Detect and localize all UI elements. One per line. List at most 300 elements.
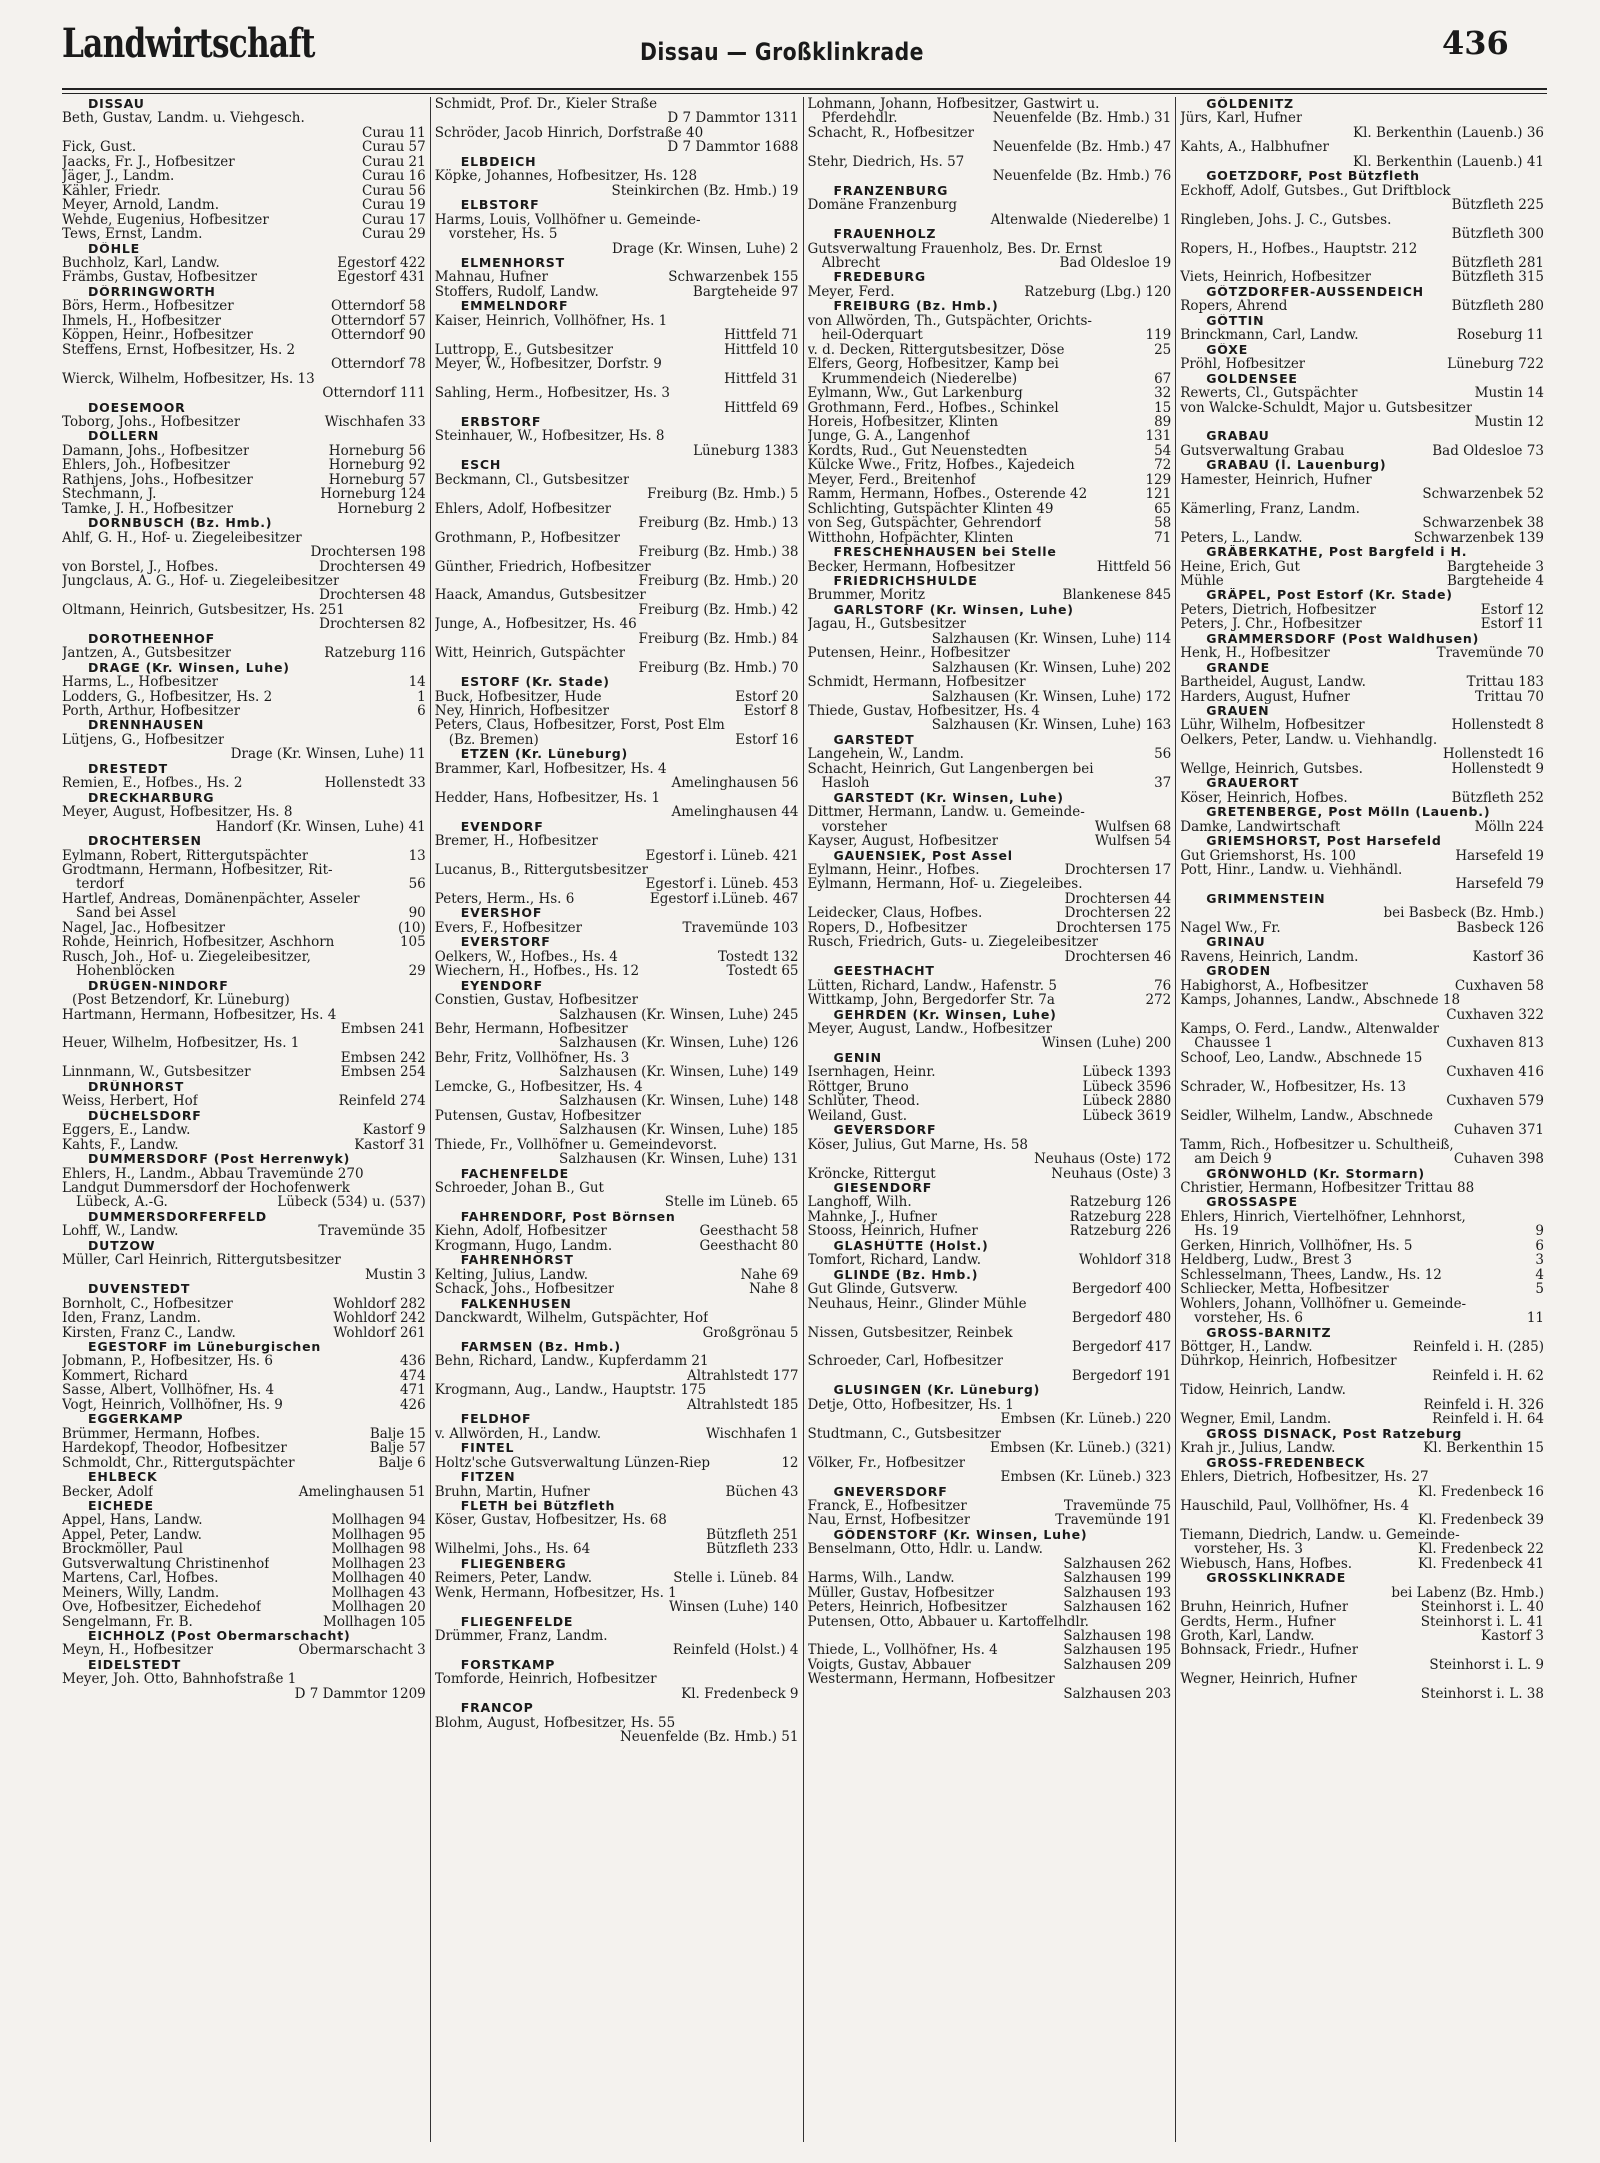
entry-phone: Travemünde 70 — [1436, 646, 1544, 661]
entry-line — [1180, 1008, 1544, 1022]
entry-line — [435, 1427, 799, 1441]
place-heading: FITZEN — [460, 1470, 516, 1485]
entry-line — [808, 1615, 1172, 1629]
entry-text: Ropers, H., Hofbes., Hauptstr. 212 — [1180, 241, 1418, 256]
entry-text: Rathjens, Johs., Hofbesitzer — [62, 472, 253, 488]
place-heading: DUVENSTEDT — [88, 1282, 191, 1297]
place-heading: DRECKHARBURG — [88, 790, 215, 805]
entry-text: v. d. Decken, Rittergutsbesitzer, Döse — [807, 342, 1065, 358]
entry-line — [808, 1152, 1172, 1166]
entry-text: Ramm, Hermann, Hofbes., Osterende 42 — [807, 487, 1088, 502]
entry-phone: Altrahlstedt 177 — [687, 1368, 799, 1384]
entry-phone: Embsen (Kr. Lüneb.) (321) — [990, 1441, 1172, 1456]
entry-line — [808, 1571, 1172, 1585]
entry-line — [1180, 184, 1544, 198]
entry-line — [62, 1326, 426, 1340]
entry-line — [808, 560, 1172, 574]
entry-text: Ravens, Heinrich, Landm. — [1180, 949, 1359, 965]
entry-phone: Drochtersen 17 — [1064, 863, 1172, 878]
entry-text: Toborg, Johs., Hofbesitzer — [62, 414, 241, 430]
entry-line — [1180, 1470, 1544, 1484]
entry-line — [808, 314, 1172, 328]
entry-line — [435, 863, 799, 877]
entry-text: Detje, Otto, Hofbesitzer, Hs. 1 — [807, 1397, 1014, 1413]
entry-phone: Travemünde 35 — [318, 1224, 426, 1239]
entry-line — [62, 1615, 426, 1629]
entry-line — [1180, 270, 1544, 284]
entry-text: Appel, Hans, Landw. — [62, 1513, 203, 1528]
entry-text: von Walcke-Schuldt, Major u. Gutsbesitzer — [1180, 400, 1473, 415]
entry-text: Meyer, August, Landw., Hofbesitzer — [807, 1022, 1053, 1037]
entry-line — [62, 531, 426, 545]
entry-line — [62, 1528, 426, 1542]
entry-text: Sasse, Albert, Vollhöfner, Hs. 4 — [62, 1383, 275, 1398]
entry-text: von Allwörden, Th., Gutspächter, Örichts- — [807, 313, 1092, 329]
entry-phone: Hittfeld 10 — [724, 342, 799, 358]
entry-line — [62, 1369, 426, 1383]
entry-line — [62, 1167, 426, 1181]
place-heading: FREDEBURG — [833, 270, 926, 285]
entry-phone: Estorf 12 — [1480, 602, 1544, 618]
entry-line — [1180, 646, 1544, 660]
entry-line — [435, 791, 799, 805]
entry-line — [808, 1210, 1172, 1224]
entry-line — [1180, 1152, 1544, 1166]
entry-line — [62, 1065, 426, 1079]
entry-line — [808, 386, 1172, 400]
entry-phone: Curau 11 — [362, 125, 426, 141]
entry-line — [1180, 140, 1544, 154]
entry-text: Iden, Franz, Landm. — [62, 1311, 201, 1326]
place-heading: DOROTHEENHOF — [88, 631, 216, 646]
entry-line — [435, 1224, 799, 1238]
entry-phone: 71 — [1154, 530, 1172, 546]
entry-text: Wellge, Heinrich, Gutsbes. — [1180, 761, 1363, 777]
entry-line — [62, 1643, 426, 1657]
entry-text: Nau, Ernst, Hofbesitzer — [807, 1513, 971, 1528]
entry-line — [435, 1456, 799, 1470]
place-heading: DUMMERSDORFERFELD — [88, 1209, 267, 1224]
entry-text: Chaussee 1 — [1194, 1036, 1273, 1051]
entry-phone: Drochtersen 49 — [319, 559, 426, 574]
entry-phone: Bützfleth 251 — [706, 1527, 799, 1543]
entry-line — [1180, 993, 1544, 1007]
place-heading: GOLDENSEE — [1206, 371, 1298, 386]
entry-phone: Salzhausen 193 — [1063, 1585, 1172, 1601]
entry-line — [435, 1354, 799, 1368]
entry-phone: Mustin 12 — [1474, 414, 1544, 430]
entry-text: Schmoldt, Chr., Rittergutspächter — [62, 1455, 295, 1471]
entry-line — [62, 690, 426, 704]
entry-line — [808, 1036, 1172, 1050]
entry-text: Hartmann, Hermann, Hofbesitzer, Hs. 4 — [62, 1007, 337, 1022]
entry-line — [435, 227, 799, 241]
entry-text: Groth, Karl, Landw. — [1180, 1629, 1315, 1644]
entry-text: (Post Betzendorf, Kr. Lüneburg) — [72, 993, 290, 1008]
entry-line — [435, 603, 799, 617]
entry-phone: Travemünde 103 — [682, 920, 799, 936]
entry-line — [435, 805, 799, 819]
entry-line — [435, 1181, 799, 1195]
entry-text: Holtz'sche Gutsverwaltung Lünzen-Riep — [434, 1455, 711, 1471]
entry-phone: Curau 57 — [362, 140, 426, 155]
entry-phone: Kastorf 36 — [1472, 949, 1544, 965]
entry-line — [1180, 733, 1544, 747]
entry-line — [62, 1224, 426, 1238]
entry-phone: (10) — [398, 920, 426, 936]
entry-line — [1180, 1109, 1544, 1123]
entry-phone: 471 — [399, 1383, 426, 1398]
entry-line — [808, 516, 1172, 530]
entry-text: Kähler, Friedr. — [62, 183, 161, 199]
entry-line — [808, 1109, 1172, 1123]
entry-line — [1180, 1542, 1544, 1556]
entry-line — [62, 617, 426, 631]
entry-line — [1180, 820, 1544, 834]
entry-line — [1180, 155, 1544, 169]
entry-line — [435, 834, 799, 848]
entry-line — [808, 1195, 1172, 1209]
entry-line — [808, 1369, 1172, 1383]
entry-text: Meyer, Joh. Otto, Bahnhofstraße 1 — [62, 1672, 297, 1687]
entry-phone: Salzhausen (Kr. Winsen, Luhe) 114 — [931, 631, 1172, 647]
entry-text: Jäger, J., Landm. — [62, 169, 175, 184]
entry-text: Junge, A., Hofbesitzer, Hs. 46 — [434, 617, 637, 632]
entry-phone: Lübeck (534) u. (537) — [277, 1195, 426, 1210]
entry-phone: Kl. Berkenthin (Lauenb.) 41 — [1353, 154, 1544, 170]
place-heading: DUTZOW — [88, 1238, 156, 1253]
entry-text: Peters, L., Landw. — [1180, 530, 1303, 546]
entry-phone: Bützfleth 233 — [706, 1542, 799, 1557]
entry-phone: Hollenstedt 9 — [1451, 761, 1544, 777]
entry-phone: Drochtersen 44 — [1064, 891, 1172, 907]
entry-line — [435, 690, 799, 704]
place-heading: ETZEN (Kr. Lüneburg) — [460, 747, 629, 762]
entry-phone: Kl. Fredenbeck 16 — [1418, 1484, 1544, 1499]
place-heading: GNEVERSDORF — [833, 1484, 948, 1499]
entry-phone: Schwarzenbek 155 — [668, 270, 799, 285]
place-heading: GLINDE (Bz. Hmb.) — [833, 1267, 979, 1282]
entry-phone: Steinhorst i. L. 41 — [1420, 1614, 1544, 1630]
entry-phone: Amelinghausen 56 — [671, 776, 799, 791]
entry-line — [808, 1412, 1172, 1426]
entry-line — [62, 1051, 426, 1065]
entry-text: Börs, Herm., Hofbesitzer — [62, 299, 234, 314]
entry-phone: Drochtersen 46 — [1064, 949, 1172, 965]
place-heading: GEESTHACHT — [833, 964, 935, 979]
entry-text: Peters, Heinrich, Hofbesitzer — [807, 1600, 1008, 1615]
place-heading: ESCH — [460, 458, 502, 473]
entry-text: Brammer, Karl, Hofbesitzer, Hs. 4 — [434, 761, 667, 777]
entry-phone: D 7 Dammtor 1688 — [667, 140, 799, 155]
entry-line — [808, 198, 1172, 212]
entry-line — [808, 617, 1172, 631]
entry-phone: Bergedorf 400 — [1071, 1282, 1172, 1297]
entry-text: Kamps, Johannes, Landw., Abschnede 18 — [1180, 993, 1461, 1008]
entry-phone: 25 — [1154, 342, 1172, 358]
place-heading: DÖRRINGWORTH — [88, 284, 216, 299]
entry-text: Meyer, Ferd., Breitenhof — [807, 472, 976, 488]
entry-text: Lütjens, G., Hofbesitzer — [62, 732, 225, 748]
entry-line — [808, 1282, 1172, 1296]
entry-phone: 54 — [1154, 443, 1172, 459]
entry-text: Lühr, Wilhelm, Hofbesitzer — [1180, 718, 1365, 733]
page-range-title: Dissau — Großklinkrade — [640, 38, 924, 66]
entry-line — [1180, 502, 1544, 516]
entry-text: Schmidt, Prof. Dr., Kieler Straße — [434, 97, 658, 112]
entry-phone: Estorf 20 — [735, 689, 799, 705]
entry-line — [62, 863, 426, 877]
entry-text: Putensen, Heinr., Hofbesitzer — [807, 646, 1010, 661]
place-heading: FLIEGENBERG — [460, 1556, 567, 1571]
entry-line — [62, 169, 426, 183]
entry-line — [808, 1022, 1172, 1036]
entry-line — [435, 661, 799, 675]
entry-text: Remien, E., Hofbes., Hs. 2 — [62, 776, 243, 791]
entry-phone: Neuenfelde (Bz. Hmb.) 31 — [992, 111, 1172, 126]
entry-text: Beth, Gustav, Landm. u. Viehgesch. — [62, 111, 305, 126]
place-heading: FAHRENDORF, Post Börnsen — [460, 1209, 676, 1224]
entry-line — [1180, 1094, 1544, 1108]
entry-line — [808, 1499, 1172, 1513]
entry-phone: Bad Oldesloe 73 — [1432, 443, 1544, 459]
entry-line — [808, 256, 1172, 270]
entry-phone: Geesthacht 80 — [699, 1238, 799, 1254]
entry-text: Putensen, Otto, Abbauer u. Kartoffelhdlr. — [807, 1614, 1089, 1630]
entry-phone: Embsen (Kr. Lüneb.) 220 — [1000, 1412, 1172, 1427]
entry-line — [1180, 473, 1544, 487]
place-heading: GRINAU — [1206, 935, 1266, 950]
entry-text: vorsteher, Hs. 5 — [448, 227, 558, 242]
entry-line — [1180, 1615, 1544, 1629]
entry-text: Buck, Hofbesitzer, Hude — [434, 689, 602, 705]
entry-phone: 436 — [399, 1354, 426, 1369]
entry-line — [1180, 1297, 1544, 1311]
entry-line — [808, 97, 1172, 111]
entry-text: Müller, Carl Heinrich, Rittergutsbesitzer — [62, 1253, 341, 1268]
place-heading: GÖXE — [1206, 342, 1249, 357]
entry-text: Wohlers, Johann, Vollhöfner u. Gemeinde- — [1180, 1296, 1467, 1312]
entry-line — [62, 372, 426, 386]
entry-line — [1180, 1051, 1544, 1065]
entry-line — [435, 111, 799, 125]
entry-phone: Bergedorf 480 — [1071, 1311, 1172, 1326]
entry-text: Horeis, Hofbesitzer, Klinten — [807, 414, 999, 430]
entry-text: Köser, Heinrich, Hofbes. — [1180, 790, 1348, 806]
place-heading: FLIEGENFELDE — [460, 1614, 574, 1629]
entry-line — [808, 646, 1172, 660]
entry-line — [808, 690, 1172, 704]
entry-phone: Cuxhaven 813 — [1446, 1036, 1544, 1051]
entry-line — [62, 1195, 426, 1209]
entry-line — [1180, 849, 1544, 863]
entry-text: Behn, Richard, Landw., Kupferdamm 21 — [434, 1354, 709, 1369]
entry-phone: Hittfeld 56 — [1096, 559, 1172, 574]
entry-text: Wittkamp, John, Bergedorfer Str. 7a — [807, 993, 1055, 1008]
entry-line — [62, 126, 426, 140]
entry-line — [435, 1571, 799, 1585]
entry-phone: Harsefeld 19 — [1455, 848, 1544, 864]
entry-line — [62, 993, 426, 1007]
entry-line — [808, 372, 1172, 386]
entry-text: Viets, Heinrich, Hofbesitzer — [1180, 270, 1372, 285]
entry-text: Krogmann, Hugo, Landm. — [434, 1238, 613, 1254]
entry-line — [62, 1297, 426, 1311]
entry-line — [435, 877, 799, 891]
entry-phone: Salzhausen (Kr. Winsen, Luhe) 163 — [931, 718, 1172, 733]
entry-phone: 9 — [1535, 1224, 1544, 1239]
place-heading: DRAGE (Kr. Winsen, Luhe) — [88, 660, 290, 675]
entry-text: Brockmöller, Paul — [62, 1542, 183, 1557]
place-heading: ELBDEICH — [460, 154, 537, 169]
entry-phone: Horneburg 2 — [337, 501, 426, 517]
place-heading: GRABAU — [1206, 429, 1270, 444]
entry-phone: 3 — [1535, 1253, 1544, 1268]
entry-line — [62, 1398, 426, 1412]
place-heading: ERBSTORF — [460, 414, 542, 429]
entry-text: Schlüter, Theod. — [807, 1094, 920, 1109]
entry-line — [1180, 574, 1544, 588]
place-heading: DRÜNHORST — [88, 1079, 185, 1094]
entry-phone: 65 — [1154, 501, 1172, 517]
place-heading: GROSS DISNACK, Post Ratzeburg — [1206, 1426, 1463, 1441]
entry-phone: Estorf 8 — [743, 704, 799, 719]
entry-line — [62, 1485, 426, 1499]
entry-text: Kahts, A., Halbhufner — [1180, 140, 1329, 155]
entry-line — [435, 1195, 799, 1209]
place-heading: GEVERSDORF — [833, 1123, 937, 1138]
entry-line — [435, 1687, 799, 1701]
entry-text: Thiede, Fr., Vollhöfner u. Gemeindevorst. — [434, 1137, 718, 1153]
entry-line — [1180, 950, 1544, 964]
entry-phone: Lüneburg 1383 — [693, 443, 799, 459]
place-heading: GENIN — [833, 1050, 882, 1065]
entry-text: Schroeder, Carl, Hofbesitzer — [807, 1354, 1004, 1369]
entry-text: Ehlers, Dietrich, Hofbesitzer, Hs. 27 — [1180, 1470, 1429, 1485]
entry-line — [62, 227, 426, 241]
entry-phone: Curau 29 — [362, 227, 426, 242]
entry-text: Brinckmann, Carl, Landw. — [1180, 328, 1359, 343]
entry-phone: Ratzeburg 228 — [1069, 1209, 1172, 1225]
entry-phone: Lüneburg 722 — [1447, 357, 1544, 372]
entry-phone: Freiburg (Bz. Hmb.) 84 — [638, 631, 799, 647]
entry-text: Habighorst, A., Hofbesitzer — [1180, 978, 1369, 994]
entry-phone: 32 — [1154, 386, 1172, 401]
entry-text: Tomfort, Richard, Landw. — [807, 1253, 982, 1268]
entry-text: Eylmann, Ww., Gut Larkenburg — [807, 386, 1023, 401]
place-heading: GROSSKLINKRADE — [1206, 1571, 1347, 1586]
column-2 — [431, 97, 804, 2142]
place-heading: DÜCHELSDORF — [88, 1108, 202, 1123]
entry-line — [1180, 1224, 1544, 1238]
entry-line — [808, 1138, 1172, 1152]
entry-text: Eggers, E., Landw. — [62, 1123, 191, 1138]
entry-phone: Wischhafen 33 — [324, 414, 426, 430]
entry-phone: Winsen (Luhe) 200 — [1041, 1036, 1172, 1051]
entry-line — [435, 560, 799, 574]
entry-line — [62, 704, 426, 718]
entry-line — [808, 1326, 1172, 1340]
entry-text: Meyer, August, Hofbesitzer, Hs. 8 — [62, 805, 293, 820]
entry-line — [62, 892, 426, 906]
entry-phone: Bützfleth 300 — [1451, 227, 1544, 242]
entry-phone: Schwarzenbek 139 — [1413, 530, 1544, 546]
entry-line — [808, 675, 1172, 689]
entry-text: Bornholt, C., Hofbesitzer — [62, 1296, 233, 1312]
entry-phone: Wohldorf 282 — [333, 1296, 426, 1312]
entry-phone: Reinfeld i. H. (285) — [1413, 1339, 1544, 1355]
entry-line — [808, 834, 1172, 848]
entry-text: Thiede, Gustav, Hofbesitzer, Hs. 4 — [807, 704, 1040, 719]
place-heading: FELDHOF — [460, 1412, 532, 1427]
entry-text: v. Allwörden, H., Landw. — [434, 1426, 602, 1442]
entry-text: Sand bei Assel — [76, 906, 177, 921]
entry-phone: 6 — [1535, 1238, 1544, 1254]
entry-text: Porth, Arthur, Hofbesitzer — [62, 704, 241, 719]
entry-line — [808, 805, 1172, 819]
entry-text: Kelting, Julius, Landw. — [434, 1267, 588, 1283]
entry-phone: Blankenese 845 — [1062, 588, 1172, 603]
entry-text: Jagau, H., Gutsbesitzer — [807, 617, 967, 632]
entry-line — [1180, 762, 1544, 776]
entry-text: Bruhn, Heinrich, Hufner — [1180, 1600, 1349, 1615]
entry-text: Lodders, G., Hofbesitzer, Hs. 2 — [62, 689, 273, 705]
entry-line — [1180, 1600, 1544, 1614]
entry-phone: Altrahlstedt 185 — [687, 1397, 799, 1413]
entry-phone: Wischhafen 1 — [706, 1426, 799, 1442]
entry-text: Bruhn, Martin, Hufner — [434, 1484, 590, 1499]
entry-phone: Trittau 70 — [1475, 689, 1544, 705]
entry-phone: 76 — [1154, 978, 1172, 994]
entry-text: Beckmann, Cl., Gutsbesitzer — [434, 472, 630, 488]
entry-line — [808, 776, 1172, 790]
entry-phone: Salzhausen (Kr. Winsen, Luhe) 172 — [931, 689, 1172, 705]
entry-text: Westermann, Hermann, Hofbesitzer — [807, 1672, 1055, 1687]
entry-phone: 89 — [1154, 414, 1172, 430]
entry-text: Jungclaus, A. G., Hof- u. Ziegeleibesitzer — [62, 573, 340, 589]
entry-text: Ney, Hinrich, Hofbesitzer — [434, 704, 610, 719]
entry-text: Mahnke, J., Hufner — [807, 1209, 938, 1225]
entry-line — [435, 1528, 799, 1542]
entry-phone: Hollenstedt 8 — [1451, 718, 1544, 733]
entry-phone: Obermarschacht 3 — [298, 1643, 426, 1658]
entry-phone: Freiburg (Bz. Hmb.) 20 — [638, 573, 799, 589]
entry-line — [808, 1557, 1172, 1571]
entry-line — [808, 1297, 1172, 1311]
place-heading: EHLBECK — [88, 1470, 158, 1485]
entry-phone: 29 — [408, 964, 426, 979]
entry-phone: Neuenfelde (Bz. Hmb.) 51 — [619, 1730, 799, 1745]
entry-phone: Salzhausen 198 — [1063, 1629, 1172, 1644]
entry-phone: Otterndorf 57 — [331, 313, 426, 329]
entry-phone: Balje 15 — [369, 1426, 426, 1442]
entry-line — [808, 1643, 1172, 1657]
entry-text: vorsteher — [821, 819, 888, 835]
entry-phone: 13 — [408, 848, 426, 864]
entry-phone: Neuenfelde (Bz. Hmb.) 76 — [992, 169, 1172, 184]
entry-text: Peters, Claus, Hofbesitzer, Forst, Post Elm — [434, 718, 725, 733]
place-heading: ESTORF (Kr. Stade) — [460, 675, 610, 690]
place-heading: GARLSTORF (Kr. Winsen, Luhe) — [833, 602, 1074, 617]
entry-phone: 105 — [399, 935, 426, 950]
entry-line — [435, 964, 799, 978]
entry-text: Kayser, August, Hofbesitzer — [807, 834, 999, 849]
entry-line — [62, 328, 426, 342]
entry-line — [435, 343, 799, 357]
entry-line — [808, 993, 1172, 1007]
entry-line — [808, 155, 1172, 169]
entry-line — [1180, 1383, 1544, 1397]
